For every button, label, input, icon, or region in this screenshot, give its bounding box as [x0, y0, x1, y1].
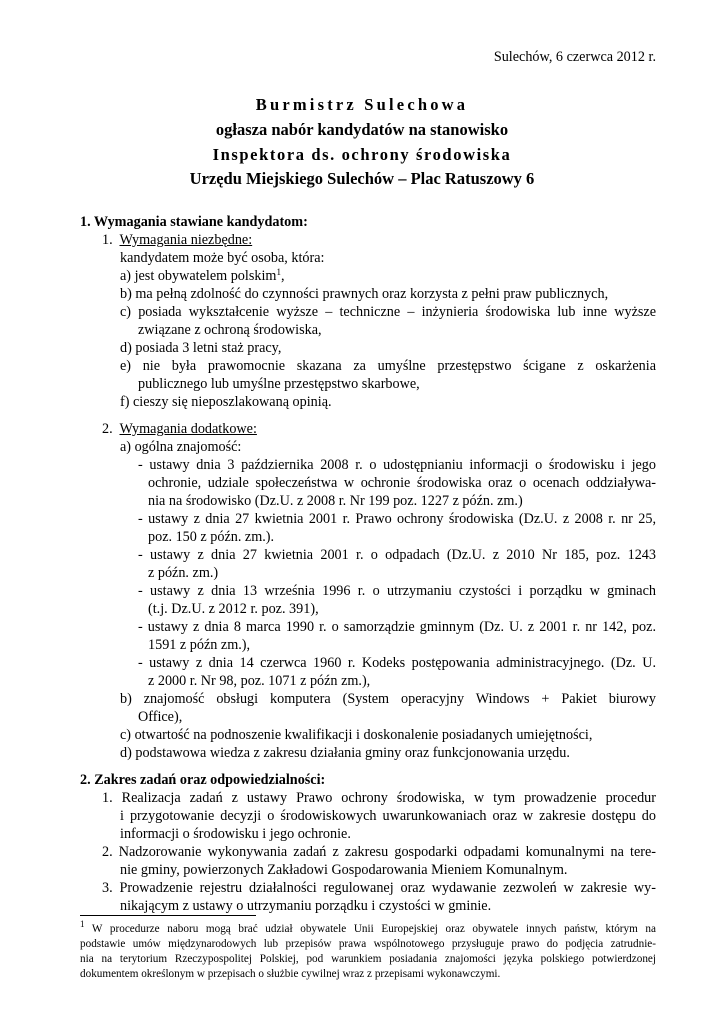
- law-5-line-2: 1591 z późn zm.),: [148, 637, 251, 653]
- section-2-heading: 2. Zakres zadań oraz odpowiedzialności:: [80, 772, 326, 788]
- law-6-line-2: z 2000 r. Nr 98, poz. 1071 z późn zm.),: [148, 673, 371, 689]
- title-line-4: Urzędu Miejskiego Sulechów – Plac Ratuszowy 6: [189, 169, 535, 188]
- task-3-line-1: 3. Prowadzenie rejestru działalności regulowanej oraz wydawanie zezwoleń w zakresie wy-: [102, 880, 656, 896]
- subsection-2-number: 2.: [102, 421, 113, 437]
- title-line-3: Inspektora ds. ochrony środowiska: [212, 145, 512, 164]
- requirement-f: f) cieszy się nieposzlakowaną opinią.: [120, 394, 332, 410]
- place-date: Sulechów, 6 czerwca 2012 r.: [493, 49, 656, 65]
- requirement-d: d) posiada 3 letni staż pracy,: [120, 340, 282, 356]
- additional-a: a) ogólna znajomość:: [120, 439, 242, 455]
- subsection-1-heading: [102, 231, 252, 249]
- additional-d: d) podstawowa wiedza z zakresu działania gminy oraz funkcjonowania urzędu.: [120, 745, 570, 761]
- requirement-a-end: ,: [280, 268, 285, 284]
- task-2-line-2: nie gminy, powierzonych Zakładowi Gospodarowania Mieniem Komunalnym.: [120, 862, 568, 878]
- task-2-line-1: 2. Nadzorowanie wykonywania zadań z zakresu gospodarki odpadami komunalnymi na tere-: [102, 844, 656, 860]
- requirement-c-line-1: c) posiada wykształcenie wyższe – techniczne – inżynieria środowiska lub inne wyższe: [120, 304, 656, 320]
- requirement-c-line-2: związane z ochroną środowiska,: [138, 322, 322, 338]
- footnote-line-1: [80, 919, 656, 936]
- law-3-line-2: z późn. zm.): [148, 565, 219, 581]
- task-1-line-2: i przygotowanie decyzji o środowiskowych uwarunkowaniach oraz w zakresie dostępu do: [120, 808, 656, 824]
- subsection-1-number: 1.: [102, 232, 113, 248]
- footnote-number: 1: [80, 919, 85, 929]
- requirements-intro: kandydatem może być osoba, która:: [120, 250, 325, 266]
- footnote-line-1-text: W procedurze naboru mogą brać udział obywatele Unii Europejskiej oraz obywatele innych państw, którym na: [84, 923, 656, 935]
- title-line-1: Burmistrz Sulechowa: [255, 95, 469, 114]
- law-2-line-1: - ustawy z dnia 27 kwietnia 2001 r. Prawo ochrony środowiska (Dz.U. z 2008 r. nr 25,: [138, 511, 656, 527]
- law-5-line-1: - ustawy z dnia 8 marca 1990 r. o samorządzie gminnym (Dz. U. z 2001 r. nr 142, poz.: [138, 619, 656, 635]
- subsection-2-title: Wymagania dodatkowe:: [119, 421, 257, 437]
- footnote-line-2: podstawie umów międzynarodowych lub przepisów prawa wspólnotowego przysługuje prawo do podjęcia zatrudnie-: [80, 938, 656, 950]
- requirement-a: [120, 267, 284, 285]
- law-1-line-1: - ustawy dnia 3 października 2008 r. o udostępnianiu informacji o środowisku i jego: [138, 457, 656, 473]
- requirement-b: b) ma pełną zdolność do czynności prawnych oraz korzysta z pełni praw publicznych,: [120, 286, 609, 302]
- footnote-separator: [80, 915, 256, 916]
- additional-b-line-2: Office),: [138, 709, 183, 725]
- subsection-1-title: Wymagania niezbędne:: [119, 232, 253, 248]
- law-3-line-1: - ustawy z dnia 27 kwietnia 2001 r. o odpadach (Dz.U. z 2010 Nr 185, poz. 1243: [138, 547, 656, 563]
- task-1-line-1: 1. Realizacja zadań z ustawy Prawo ochrony środowiska, w tym prowadzenie procedur: [102, 790, 656, 806]
- requirement-a-text: a) jest obywatelem polskim: [120, 268, 277, 284]
- additional-c: c) otwartość na podnoszenie kwalifikacji i doskonalenie posiadanych umiejętności,: [120, 727, 593, 743]
- footnote-line-4: dokumentem określonym w przepisach o służbie cywilnej wraz z przepisami wykonawczymi.: [80, 968, 501, 980]
- law-6-line-1: - ustawy z dnia 14 czerwca 1960 r. Kodeks postępowania administracyjnego. (Dz. U.: [138, 655, 656, 671]
- law-2-line-2: poz. 150 z późn. zm.).: [148, 529, 275, 545]
- subsection-2-heading: [102, 420, 257, 438]
- task-1-line-3: informacji o środowisku i jego ochronie.: [120, 826, 351, 842]
- title-line-2: ogłasza nabór kandydatów na stanowisko: [215, 120, 509, 139]
- law-4-line-1: - ustawy z dnia 13 września 1996 r. o utrzymaniu czystości i porządku w gminach: [138, 583, 656, 599]
- footnote-line-3: nia na terytorium Rzeczypospolitej Polskiej, pod warunkiem posiadania znajomości języka polskiego potwierdzonej: [80, 953, 656, 965]
- requirement-e-line-2: publicznego lub umyślne przestępstwo skarbowe,: [138, 376, 420, 392]
- section-1-heading: 1. Wymagania stawiane kandydatom:: [80, 214, 308, 230]
- law-1-line-2: ochronie, udziale społeczeństwa w ochronie środowiska oraz o ocenach oddziaływa-: [148, 475, 656, 491]
- task-3-line-2: nikającym z ustawy o utrzymaniu porządku i czystości w gminie.: [120, 898, 492, 914]
- additional-b-line-1: b) znajomość obsługi komputera (System operacyjny Windows + Pakiet biurowy: [120, 691, 656, 707]
- requirement-e-line-1: e) nie była prawomocnie skazana za umyślne przestępstwo ścigane z oskarżenia: [120, 358, 656, 374]
- law-1-line-3: nia na środowisko (Dz.U. z 2008 r. Nr 199 poz. 1227 z późn. zm.): [148, 493, 523, 509]
- law-4-line-2: (t.j. Dz.U. z 2012 r. poz. 391),: [148, 601, 319, 617]
- footnote-ref: 1: [276, 267, 281, 277]
